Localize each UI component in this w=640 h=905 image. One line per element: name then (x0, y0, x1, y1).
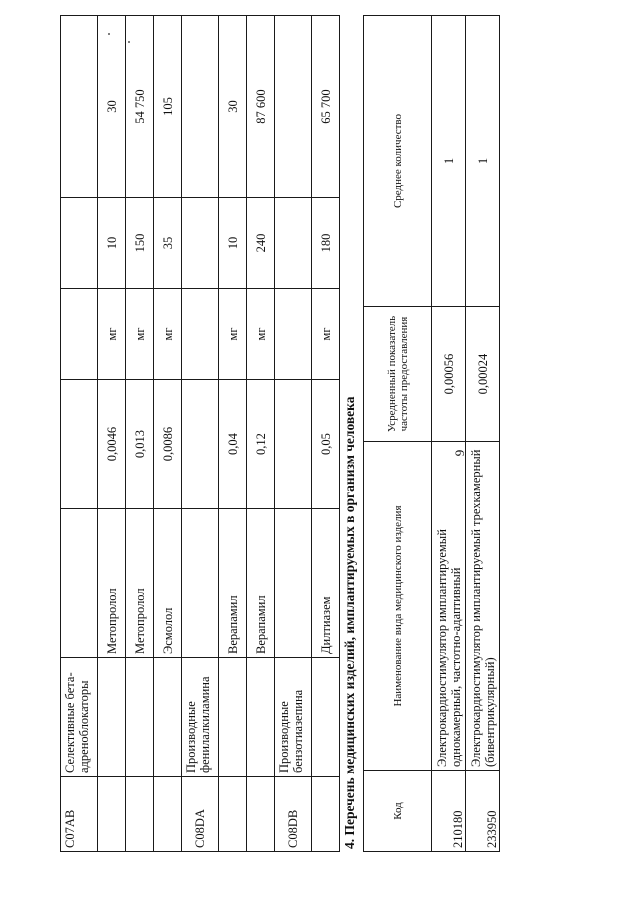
drug-group-cell (312, 658, 340, 777)
atc-code-cell: C08DB (275, 777, 312, 852)
drug-group-cell: Селективные бета-адреноблокаторы (61, 658, 98, 777)
table-row (126, 16, 154, 852)
drug-name-cell (182, 509, 219, 658)
table-row (61, 16, 98, 852)
unit-cell: мг (247, 289, 275, 380)
unit-cell: мг (219, 289, 247, 380)
table-row (154, 16, 182, 852)
device-code-cell: 210180 (432, 771, 466, 852)
table-header-row (364, 16, 432, 852)
dose-cell: 180 (312, 198, 340, 289)
quantity-cell: 1 (432, 16, 466, 307)
dose-cell: 10 (219, 198, 247, 289)
drug-group-cell (126, 658, 154, 777)
frequency-cell (182, 380, 219, 509)
dose-cell (275, 198, 312, 289)
drug-name-cell: Верапамил (219, 509, 247, 658)
device-code-cell: 233950 (466, 771, 500, 852)
atc-code-cell (219, 777, 247, 852)
course-dose-cell: 87 600 (247, 16, 275, 198)
table-row (312, 16, 340, 852)
section-title: 4. Перечень медицинских изделий, имплантируемых в организм человека (342, 396, 357, 849)
table-row (466, 16, 500, 852)
dose-cell: 150 (126, 198, 154, 289)
drug-group-cell: Производные фенилалкиламина (182, 658, 219, 777)
table-row (275, 16, 312, 852)
unit-cell (275, 289, 312, 380)
dose-cell: 240 (247, 198, 275, 289)
drug-name-cell: Верапамил (247, 509, 275, 658)
course-dose-cell: 54 750 (126, 16, 154, 198)
course-dose-cell: 65 700 (312, 16, 340, 198)
drug-name-cell (61, 509, 98, 658)
drug-name-cell (275, 509, 312, 658)
table-row (182, 16, 219, 852)
frequency-cell: 0,12 (247, 380, 275, 509)
drug-group-cell (247, 658, 275, 777)
device-name-cell: Электрокардиостимулятор имплантируемый однокамерный, частотно-адаптивный (432, 442, 466, 771)
unit-cell (61, 289, 98, 380)
dose-cell (61, 198, 98, 289)
drug-name-cell: Метопролол (98, 509, 126, 658)
frequency-cell: 0,00056 (432, 307, 466, 442)
course-dose-cell: 105 (154, 16, 182, 198)
unit-cell: мг (312, 289, 340, 380)
course-dose-cell: 30 (98, 16, 126, 198)
drug-group-cell: Производные бензотиазепина (275, 658, 312, 777)
atc-code-cell: C08DA (182, 777, 219, 852)
table-row (98, 16, 126, 852)
unit-cell: мг (126, 289, 154, 380)
table-row (432, 16, 466, 852)
course-dose-cell: 30 (219, 16, 247, 198)
dose-cell: 35 (154, 198, 182, 289)
scan-speck (128, 41, 130, 43)
drug-group-cell (154, 658, 182, 777)
frequency-cell: 0,04 (219, 380, 247, 509)
drug-table (60, 15, 340, 852)
frequency-cell: 0,05 (312, 380, 340, 509)
header-code: Код (364, 771, 432, 852)
atc-code-cell: C07AB (61, 777, 98, 852)
frequency-cell (275, 380, 312, 509)
header-frequency: Усредненный показатель частоты предоставления (364, 307, 432, 442)
table-row (247, 16, 275, 852)
frequency-cell: 0,0046 (98, 380, 126, 509)
dose-cell: 10 (98, 198, 126, 289)
atc-code-cell (247, 777, 275, 852)
drug-name-cell: Метопролол (126, 509, 154, 658)
table-row (219, 16, 247, 852)
atc-code-cell (126, 777, 154, 852)
course-dose-cell (182, 16, 219, 198)
device-table (363, 15, 500, 852)
atc-code-cell (98, 777, 126, 852)
drug-group-cell (98, 658, 126, 777)
frequency-cell (61, 380, 98, 509)
unit-cell (182, 289, 219, 380)
atc-code-cell (154, 777, 182, 852)
quantity-cell: 1 (466, 16, 500, 307)
drug-name-cell: Эсмолол (154, 509, 182, 658)
frequency-cell: 0,00024 (466, 307, 500, 442)
header-average-quantity: Среднее количество (364, 16, 432, 307)
header-device-name: Наименование вида медицинского изделия (364, 442, 432, 771)
device-name-cell: Электрокардиостимулятор имплантируемый трехкамерный (бивентрикулярный) (466, 442, 500, 771)
atc-code-cell (312, 777, 340, 852)
unit-cell: мг (154, 289, 182, 380)
scan-speck (108, 33, 110, 35)
dose-cell (182, 198, 219, 289)
drug-name-cell: Дилтиазем (312, 509, 340, 658)
drug-group-cell (219, 658, 247, 777)
unit-cell: мг (98, 289, 126, 380)
page-number: 9 (452, 449, 467, 457)
frequency-cell: 0,0086 (154, 380, 182, 509)
course-dose-cell (275, 16, 312, 198)
course-dose-cell (61, 16, 98, 198)
frequency-cell: 0,013 (126, 380, 154, 509)
